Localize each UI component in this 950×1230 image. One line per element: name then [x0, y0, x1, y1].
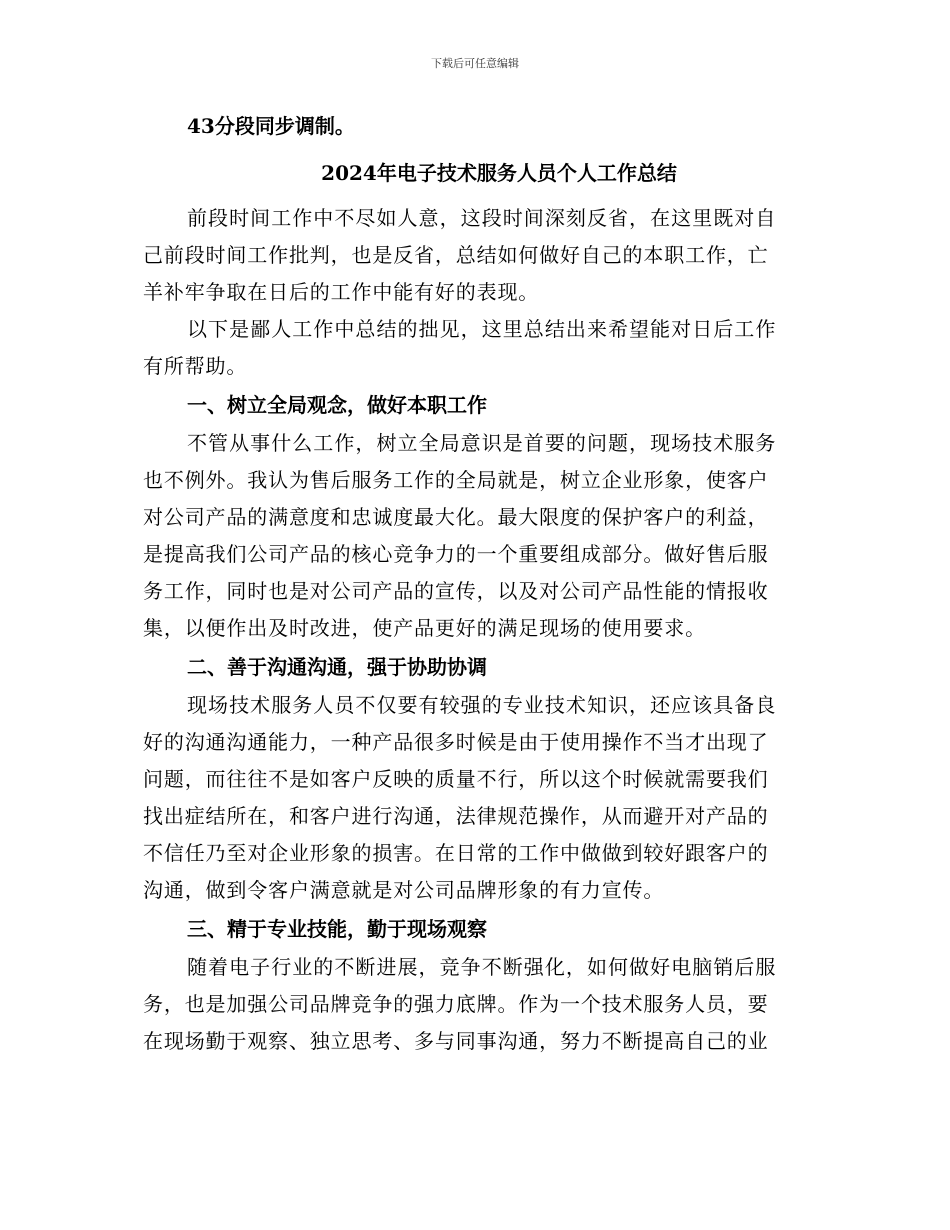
- paragraph-line: 随着电子行业的不断进展，竞争不断强化，如何做好电脑销后服: [187, 955, 777, 979]
- page-header-note: 下载后可任意编辑: [431, 57, 519, 70]
- paragraph-line: 有所帮助。: [143, 354, 248, 378]
- paragraph-line: 在现场勤于观察、独立思考、多与同事沟通，努力不断提高自己的业: [143, 1029, 769, 1053]
- paragraph-line: 找出症结所在，和客户进行沟通，法律规范操作，从而避开对产品的: [143, 804, 769, 828]
- paragraph-line: 是提高我们公司产品的核心竞争力的一个重要组成部分。做好售后服: [143, 542, 769, 566]
- paragraph-line: 对公司产品的满意度和忠诚度最大化。最大限度的保护客户的利益，: [143, 505, 769, 529]
- paragraph-line: 务，也是加强公司品牌竞争的强力底牌。作为一个技术服务人员，要: [143, 992, 769, 1016]
- paragraph-2: [143, 311, 811, 385]
- paragraph-line: 不信任乃至对企业形象的损害。在日常的工作中做做到较好跟客户的: [143, 841, 769, 865]
- paragraph-line: 集，以便作出及时改进，使产品更好的满足现场的使用要求。: [143, 616, 706, 640]
- paragraph-3: [143, 425, 811, 647]
- paragraph-1: [143, 200, 811, 311]
- paragraph-line: 问题，而往往不是如客户反映的质量不行，所以这个时候就需要我们: [143, 767, 769, 791]
- paragraph-line: 以下是鄙人工作中总结的拙见，这里总结出来希望能对日后工作: [187, 317, 777, 341]
- document-title: 2024年电子技术服务人员个人工作总结: [321, 161, 677, 185]
- intro-fragment: 43分段同步调制。: [187, 114, 355, 138]
- paragraph-line: 不管从事什么工作，树立全局意识是首要的问题，现场技术服务: [187, 431, 777, 455]
- paragraph-line: 沟通，做到令客户满意就是对公司品牌形象的有力宣传。: [143, 878, 665, 902]
- paragraph-line: 己前段时间工作批判，也是反省，总结如何做好自己的本职工作，亡: [143, 243, 769, 267]
- section-heading-2: 二、善于沟通沟通，强于协助协调: [187, 655, 487, 679]
- paragraph-5: [143, 949, 811, 1060]
- paragraph-line: 现场技术服务人员不仅要有较强的专业技术知识，还应该具备良: [187, 693, 777, 717]
- paragraph-line: 前段时间工作中不尽如人意，这段时间深刻反省，在这里既对自: [187, 206, 777, 230]
- paragraph-line: 羊补牢争取在日后的工作中能有好的表现。: [143, 280, 540, 304]
- paragraph-line: 务工作，同时也是对公司产品的宣传，以及对公司产品性能的情报收: [143, 579, 769, 603]
- paragraph-line: 好的沟通沟通能力，一种产品很多时候是由于使用操作不当才出现了: [143, 730, 769, 754]
- paragraph-line: 也不例外。我认为售后服务工作的全局就是，树立企业形象，使客户: [143, 468, 769, 492]
- section-heading-1: 一、树立全局观念，做好本职工作: [187, 393, 487, 417]
- document-body: [143, 106, 811, 1060]
- section-heading-3: 三、精于专业技能，勤于现场观察: [187, 917, 487, 941]
- paragraph-4: [143, 687, 811, 909]
